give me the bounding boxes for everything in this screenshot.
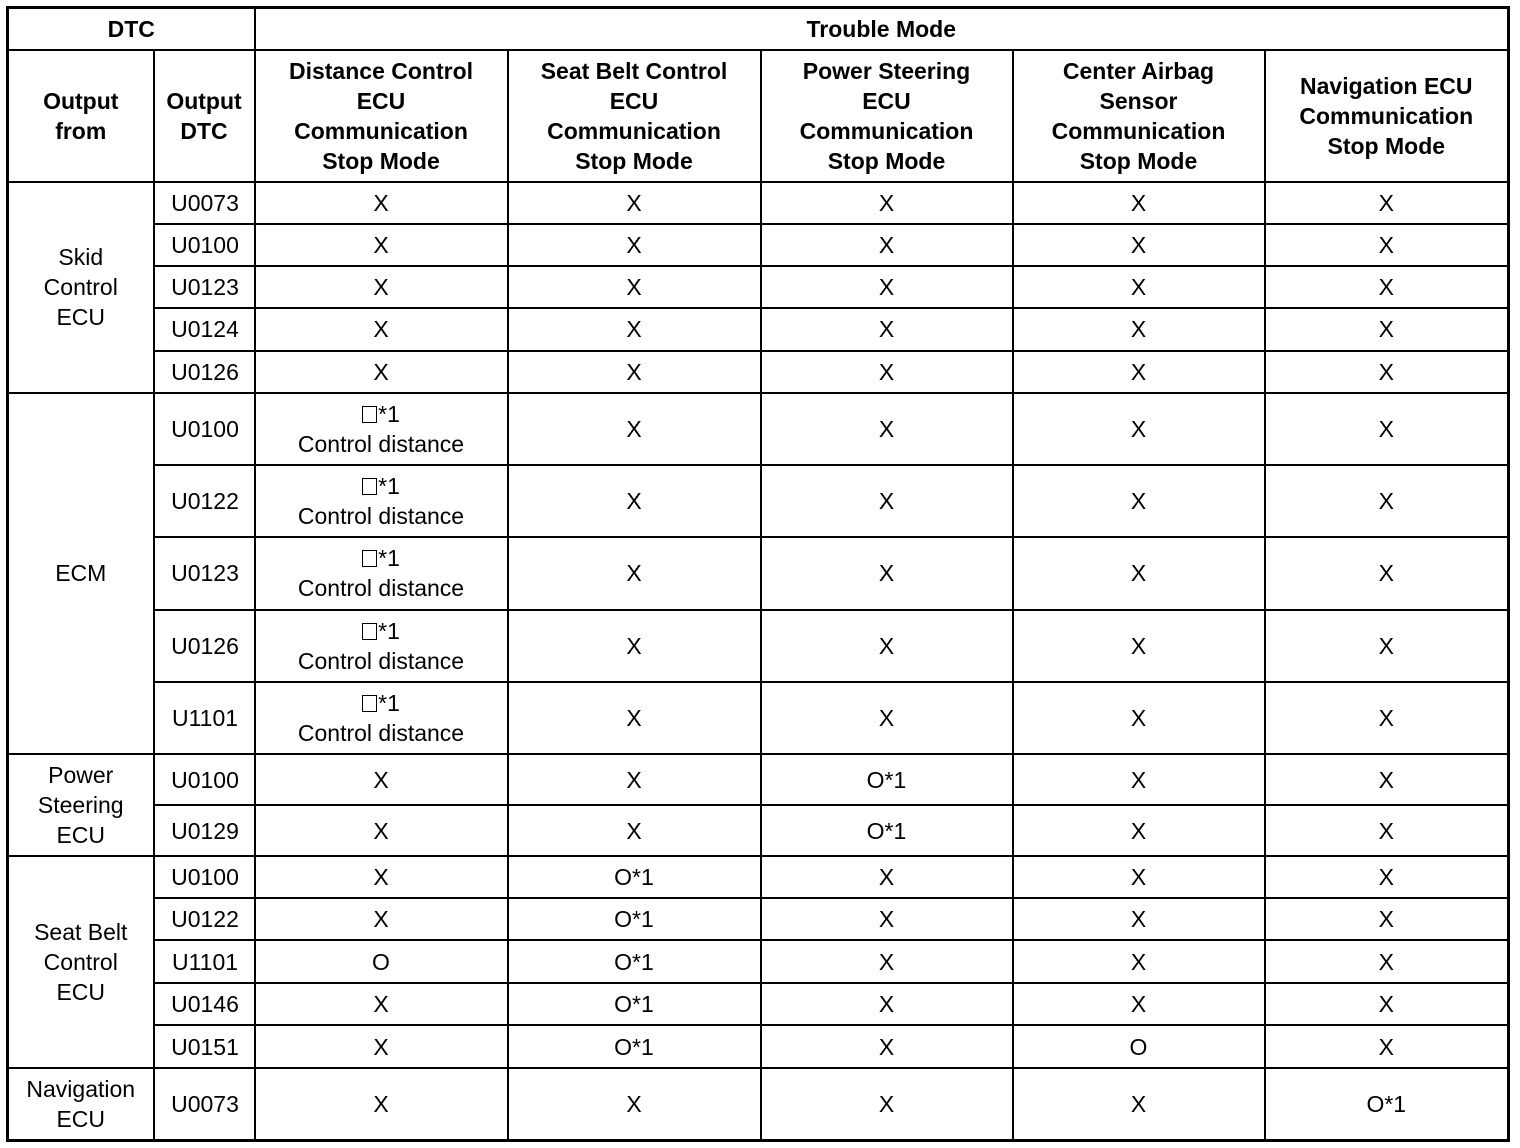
mode-mark: X [1378,948,1394,975]
dtc-code-cell: U0073 [154,1068,255,1140]
mode-cell [1265,308,1509,351]
box-mark: *1 [256,399,507,429]
mode-mark: X [878,273,895,300]
mode-mark: X [1130,189,1147,216]
mode-header-line: Communication [1051,117,1226,144]
mode-cell [508,351,761,393]
output-from-header-line: Output [43,87,119,114]
mode-cell [1013,856,1265,898]
box-mark: *1 [256,471,507,501]
dtc-code-cell: U0124 [154,308,255,351]
mode-cell [761,805,1013,856]
dtc-code-cell: U0122 [154,465,255,537]
mode-cell [508,1068,761,1140]
mode-cell [255,940,508,983]
mode-mark: X [373,1091,389,1118]
mode-cell [761,537,1013,610]
mode-cell [1013,610,1265,682]
table-row [8,940,1509,983]
output-from-cell [8,856,154,1068]
mode-header-line: Navigation ECU [1300,72,1473,99]
mode-mark: X [878,1033,895,1060]
output-from-line: Control [43,274,118,301]
box-icon [362,406,377,423]
dtc-code-cell: U0123 [154,266,255,308]
output-from-line: ECU [56,979,106,1006]
mode-mark: X [626,415,642,442]
dtc-trouble-mode-table [6,6,1510,1142]
mode-mark: X [1378,189,1394,216]
mode-cell [255,308,508,351]
mode-header-line: Center Airbag [1062,57,1215,84]
mode-cell [761,754,1013,805]
dtc-code-cell: U0123 [154,537,255,610]
dtc-code-cell: U0126 [154,351,255,393]
mode-cell [761,898,1013,940]
mode-cell [1013,682,1265,754]
mode-cell [1265,1025,1509,1068]
mode-header-line: Communication [1299,102,1474,129]
mode-mark: X [626,633,642,660]
mode-mark: O*1 [1366,1091,1407,1118]
table-row [8,393,1509,465]
output-dtc-header [154,50,255,182]
mode-mark: X [878,948,895,975]
mode-mark: X [1378,358,1394,385]
mode-mark: X [878,991,895,1018]
table-row [8,224,1509,266]
mode-header-line: Stop Mode [1327,132,1446,159]
mode-mark: X [1130,231,1147,258]
mode-header-line: Stop Mode [827,147,946,174]
mode-mark: X [1378,991,1394,1018]
mode-mark: X [373,864,389,891]
table-row [8,308,1509,351]
box-mark: *1 [256,616,507,646]
mode-mark: X [1130,991,1147,1018]
box-icon [362,623,377,640]
dtc-code-cell: U0100 [154,393,255,465]
mode-cell [255,266,508,308]
mode-cell [1013,465,1265,537]
mode-cell [1013,393,1265,465]
mode-mark: X [626,766,642,793]
mode-mark: X [1130,906,1147,933]
mode-cell [1265,610,1509,682]
mode-header-line: Stop Mode [322,147,440,174]
mode-header-line: Communication [294,117,468,144]
mode-cell [1013,1068,1265,1140]
mode-mark: X [1130,273,1147,300]
control-distance-label: Control distance [297,502,465,529]
mode-mark: O*1 [614,906,654,933]
mode-mark: X [626,316,642,343]
mode-mark: X [1378,1033,1394,1060]
mode-header-line: Sensor [1099,87,1178,114]
output-from-line: ECU [56,1106,106,1133]
mode-cell [255,682,508,754]
mode-header-line: Seat Belt Control [540,57,728,84]
mode-mark: X [373,1033,389,1060]
mode-cell [508,898,761,940]
mode-cell [255,351,508,393]
mode-mark: X [1378,864,1394,891]
table-row [8,754,1509,805]
mode-mark: X [626,817,642,844]
dtc-code-cell: U1101 [154,940,255,983]
mode-mark: X [626,560,642,587]
table-row [8,266,1509,308]
table-row [8,898,1509,940]
mode-mark: X [878,906,895,933]
mode-cell [1265,754,1509,805]
mode-mark: X [373,189,389,216]
mode-cell [1265,983,1509,1025]
mode-cell [255,1025,508,1068]
table-row [8,182,1509,224]
mode-header-5 [1265,50,1509,182]
mode-cell [1265,1068,1509,1140]
mode-mark: X [878,560,895,587]
mode-mark: X [878,189,895,216]
mode-cell [761,182,1013,224]
mode-mark: X [878,316,895,343]
mode-mark: X [878,231,895,258]
output-from-line: Control [43,949,118,976]
dtc-header: DTC [8,8,255,50]
mode-cell [761,856,1013,898]
output-from-line: Power [48,762,114,789]
mode-header-4 [1013,50,1265,182]
mode-cell [1013,224,1265,266]
output-dtc-header-line: DTC [180,117,228,144]
mode-mark: X [1130,358,1147,385]
mode-cell [508,682,761,754]
dtc-code-cell: U1101 [154,682,255,754]
mode-mark: X [626,1091,642,1118]
mode-cell [508,224,761,266]
mode-header-line: ECU [862,87,911,114]
mode-cell [1013,1025,1265,1068]
mode-mark: O*1 [866,766,907,793]
output-from-line: ECU [56,822,106,849]
mode-mark: X [1130,487,1147,514]
output-from-line: ECM [55,560,107,587]
mode-cell [255,393,508,465]
mode-mark: X [1378,487,1394,514]
mode-cell [1265,682,1509,754]
mode-cell [255,983,508,1025]
mode-mark: X [373,991,389,1018]
mode-cell [255,1068,508,1140]
mode-cell [1013,754,1265,805]
mode-cell [255,754,508,805]
mode-mark: X [1378,766,1394,793]
mode-cell [508,266,761,308]
mode-mark: X [373,316,389,343]
table-row [8,1025,1509,1068]
mode-mark: X [1378,273,1394,300]
mode-cell [1265,266,1509,308]
dtc-code-cell: U0146 [154,983,255,1025]
mode-mark: O*1 [614,991,654,1018]
box-mark: *1 [256,688,507,718]
output-from-line: Skid [58,244,104,271]
mode-cell [1013,182,1265,224]
mode-mark: X [626,487,642,514]
mode-cell [508,805,761,856]
mode-mark: X [878,415,895,442]
mode-cell [761,351,1013,393]
mode-mark: X [626,705,642,732]
dtc-code-cell: U0100 [154,856,255,898]
dtc-code-cell: U0126 [154,610,255,682]
table-row [8,856,1509,898]
table-row [8,983,1509,1025]
mode-cell [1013,805,1265,856]
mode-mark: O*1 [614,1033,654,1060]
mode-cell [1265,351,1509,393]
mode-cell [508,393,761,465]
mode-mark: X [1130,633,1147,660]
mode-cell [1265,537,1509,610]
mode-cell [1265,182,1509,224]
output-from-cell [8,754,154,856]
table-row [8,1068,1509,1140]
mode-mark: X [1378,231,1394,258]
mode-cell [761,465,1013,537]
table-row [8,351,1509,393]
mode-mark: X [878,358,895,385]
mode-cell [761,308,1013,351]
mode-cell [255,856,508,898]
mode-cell [1013,308,1265,351]
mode-mark: X [878,705,895,732]
mode-cell [508,754,761,805]
mode-cell [508,182,761,224]
mode-cell [255,537,508,610]
mode-mark: X [878,633,895,660]
mode-cell [508,1025,761,1068]
mode-cell [1265,856,1509,898]
mode-cell [1265,224,1509,266]
mode-mark: O*1 [614,864,654,891]
control-distance-label: Control distance [297,430,465,457]
box-icon [362,695,377,712]
mode-mark: X [1378,316,1394,343]
mode-mark: X [1378,705,1394,732]
mode-mark: O [372,948,390,975]
box-icon [362,478,377,495]
mode-cell [761,1068,1013,1140]
mode-cell [255,898,508,940]
control-distance-label: Control distance [297,648,465,675]
mode-mark: X [373,906,389,933]
mode-cell [761,393,1013,465]
mode-cell [255,805,508,856]
table-row [8,465,1509,537]
mode-cell [508,983,761,1025]
mode-mark: X [373,231,389,258]
output-from-cell [8,182,154,393]
output-dtc-header-line: Output [166,87,242,114]
mode-mark: X [626,273,642,300]
mode-mark: X [373,766,389,793]
mode-header-line: ECU [356,87,406,114]
mode-mark: X [1378,560,1394,587]
mode-cell [761,1025,1013,1068]
mode-cell [1265,940,1509,983]
mode-cell [255,610,508,682]
mode-mark: X [373,358,389,385]
output-from-cell [8,1068,154,1140]
mode-header-1 [255,50,508,182]
mode-cell [508,465,761,537]
mode-cell [508,856,761,898]
mode-mark: X [1130,1091,1147,1118]
mode-cell [1013,940,1265,983]
table-row [8,537,1509,610]
mode-header-line: Stop Mode [575,147,693,174]
mode-cell [761,610,1013,682]
mode-cell [508,940,761,983]
table-row [8,805,1509,856]
table-row [8,682,1509,754]
output-from-line: Seat Belt [34,919,128,946]
mode-mark: O*1 [614,948,654,975]
mode-cell [1265,898,1509,940]
mode-cell [255,182,508,224]
mode-header-line: Power Steering [802,57,971,84]
mode-mark: X [1130,560,1147,587]
output-from-cell [8,393,154,754]
mode-cell [1013,266,1265,308]
dtc-code-cell: U0100 [154,754,255,805]
mode-cell [761,224,1013,266]
mode-cell [255,224,508,266]
mode-mark: O [1129,1033,1148,1060]
mode-mark: X [1378,415,1394,442]
mode-mark: X [1378,817,1394,844]
mode-cell [508,308,761,351]
mode-cell [508,610,761,682]
dtc-code-cell: U0073 [154,182,255,224]
mode-header-2 [508,50,761,182]
mode-cell [1265,393,1509,465]
mode-mark: X [626,189,642,216]
control-distance-label: Control distance [297,575,465,602]
mode-header-line: Stop Mode [1079,147,1198,174]
mode-cell [1265,805,1509,856]
mode-mark: X [878,487,895,514]
mode-header-3 [761,50,1013,182]
mode-cell [255,465,508,537]
mode-cell [1013,898,1265,940]
box-icon [362,550,377,567]
output-from-line: ECU [56,304,106,331]
output-from-header-line: from [55,117,107,144]
mode-mark: X [1130,948,1147,975]
mode-cell [1013,983,1265,1025]
mode-cell [761,940,1013,983]
mode-header-line: Communication [547,117,721,144]
mode-mark: X [1130,316,1147,343]
mode-mark: X [1378,906,1394,933]
mode-mark: X [878,864,895,891]
mode-cell [761,682,1013,754]
mode-mark: X [373,817,389,844]
mode-mark: X [878,1091,895,1118]
mode-mark: X [626,358,642,385]
mode-mark: X [1378,633,1394,660]
control-distance-label: Control distance [297,720,465,747]
dtc-code-cell: U0100 [154,224,255,266]
mode-mark: X [1130,817,1147,844]
trouble-mode-header: Trouble Mode [255,8,1509,50]
box-mark: *1 [256,543,507,573]
mode-mark: X [1130,415,1147,442]
mode-header-line: ECU [609,87,659,114]
mode-mark: O*1 [866,817,907,844]
mode-cell [508,537,761,610]
mode-cell [1265,465,1509,537]
table-row [8,610,1509,682]
mode-mark: X [373,273,389,300]
mode-cell [1013,537,1265,610]
mode-header-line: Communication [799,117,974,144]
mode-mark: X [1130,766,1147,793]
output-from-line: Steering [37,792,124,819]
mode-header-line: Distance Control [288,57,474,84]
output-from-header [8,50,154,182]
mode-cell [761,983,1013,1025]
mode-mark: X [1130,864,1147,891]
dtc-code-cell: U0129 [154,805,255,856]
mode-cell [761,266,1013,308]
mode-cell [1013,351,1265,393]
mode-mark: X [1130,705,1147,732]
mode-mark: X [626,231,642,258]
output-from-line: Navigation [26,1076,136,1103]
dtc-code-cell: U0122 [154,898,255,940]
dtc-code-cell: U0151 [154,1025,255,1068]
